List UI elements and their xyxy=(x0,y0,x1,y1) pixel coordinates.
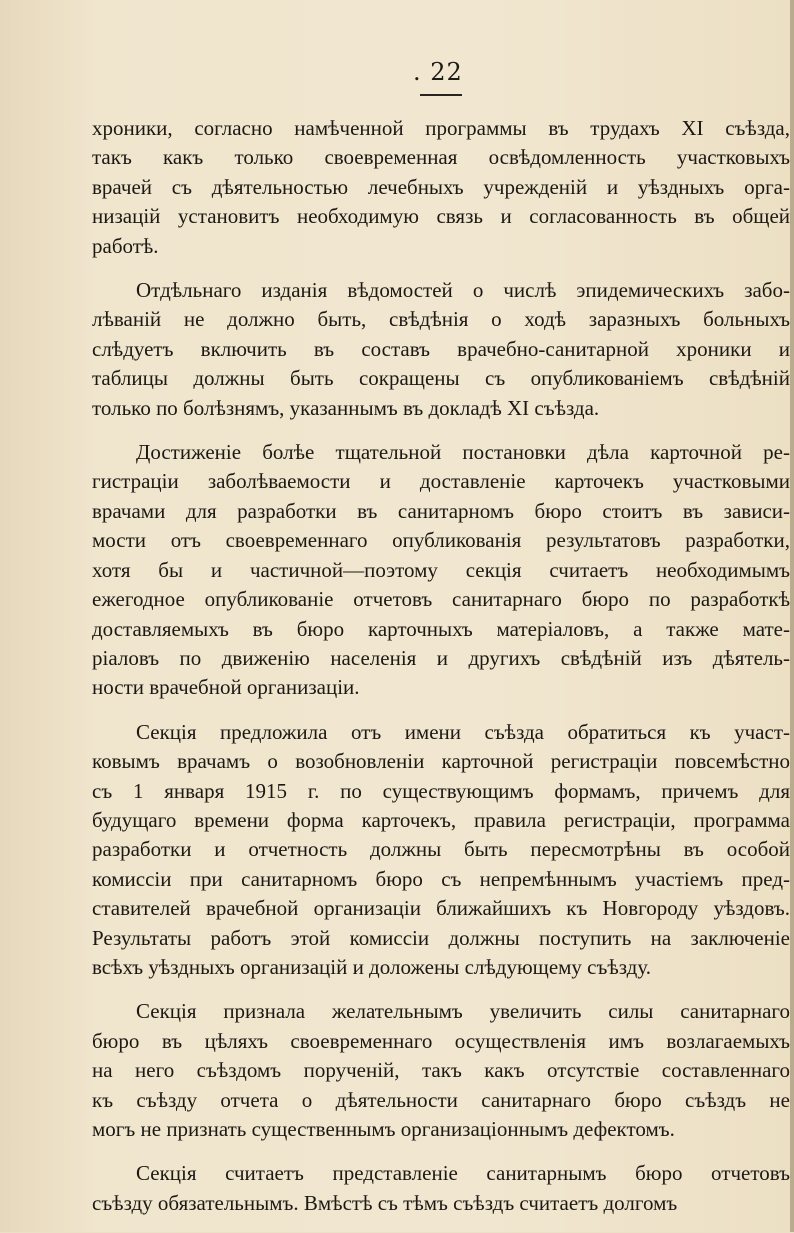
text-line: будущаго времени форма карточекъ, правила регистраціи, программа xyxy=(92,807,790,832)
text-line: съ 1 января 1915 г. по существующимъ формамъ, причемъ для xyxy=(92,778,790,803)
paragraph xyxy=(92,718,790,983)
text-line: ріаловъ по движенію населенія и другихъ свѣдѣній изъ дѣятель- xyxy=(92,645,790,670)
text-line: гистраціи заболѣваемости и доставленіе карточекъ участковыми xyxy=(92,469,790,494)
text-line: лѣваній не должно быть, свѣдѣнія о ходѣ заразныхъ больныхъ xyxy=(92,307,790,332)
text-line: врачей съ дѣятельностью лечебныхъ учрежденій и уѣздныхъ орга- xyxy=(92,174,790,199)
text-line: на него съѣздомъ порученій, такъ какъ отсутствіе составленнаго xyxy=(92,1058,790,1083)
text-line: Результаты работъ этой комиссіи должны поступить на заключеніе xyxy=(92,925,790,950)
text-line: доставляемыхъ въ бюро карточныхъ матеріаловъ, а также мате- xyxy=(92,616,790,641)
text-line: ковымъ врачамъ о возобновленіи карточной регистраціи повсемѣстно xyxy=(92,749,790,774)
paragraph xyxy=(92,114,790,261)
body-text xyxy=(92,114,790,1233)
text-line: хроники, согласно намѣченной программы въ трудахъ XI съѣзда, xyxy=(92,116,790,140)
text-line: ности врачебной организаціи. xyxy=(92,675,360,700)
text-line: разработки и отчетность должны быть пересмотрѣны въ особой xyxy=(92,837,790,862)
text-line: ежегодное опубликованіе отчетовъ санитарнаго бюро по разработкѣ xyxy=(92,587,790,612)
text-line: работѣ. xyxy=(92,233,159,258)
page-number-rule xyxy=(420,94,462,96)
text-line: хотя бы и частичной—поэтому секція считаетъ необходимымъ xyxy=(92,557,790,582)
paragraph xyxy=(92,997,790,1144)
text-line: къ съѣзду отчета о дѣятельности санитарнаго бюро съѣздъ не xyxy=(92,1087,790,1112)
text-line: всѣхъ уѣздныхъ организацій и доложены слѣдующему съѣзду. xyxy=(92,954,652,979)
text-line: Достиженіе болѣе тщательной постановки дѣла карточной ре- xyxy=(136,440,790,465)
page-number: . 22 xyxy=(413,58,463,86)
text-line: слѣдуетъ включить въ составъ врачебно-санитарной хроники и xyxy=(92,336,790,361)
text-line: низацій установитъ необходимую связь и согласованность въ общей xyxy=(92,204,790,229)
text-line: могъ не признать существеннымъ организаціоннымъ дефектомъ. xyxy=(92,1117,675,1141)
text-line: Секція предложила отъ имени съѣзда обратиться къ участ- xyxy=(136,719,790,744)
text-line: бюро въ цѣляхъ своевременнаго осуществленія имъ возлагаемыхъ xyxy=(92,1028,790,1053)
text-line: Секція считаетъ представленіе санитарнымъ бюро отчетовъ xyxy=(136,1161,790,1186)
text-line: Отдѣльнаго изданія вѣдомостей о числѣ эпидемическихъ забо- xyxy=(136,278,790,303)
text-line: такъ какъ только своевременная освѣдомленность участковыхъ xyxy=(92,145,790,170)
paragraph xyxy=(92,1159,790,1218)
text-line: ставителей врачебной организаціи ближайшихъ къ Новгороду уѣздовъ. xyxy=(92,896,790,921)
text-line: врачами для разработки въ санитарномъ бюро стоитъ въ зависи- xyxy=(92,498,790,523)
page-edge xyxy=(790,0,794,1232)
text-line: таблицы должны быть сокращены съ опубликованіемъ свѣдѣній xyxy=(92,366,790,391)
text-line: мости отъ своевременнаго опубликованія результатовъ разработки, xyxy=(92,528,790,553)
text-line: только по болѣзнямъ, указаннымъ въ докладѣ XI съѣзда. xyxy=(92,395,600,420)
text-line: комиссіи при санитарномъ бюро съ непремѣннымъ участіемъ пред- xyxy=(92,866,790,891)
paragraph xyxy=(92,438,790,703)
text-line: Секція признала желательнымъ увеличить силы санитарнаго xyxy=(136,999,790,1024)
paragraph xyxy=(92,276,790,423)
text-line: съѣзду обязательнымъ. Вмѣстѣ съ тѣмъ съѣздъ считаетъ долгомъ xyxy=(92,1190,678,1215)
